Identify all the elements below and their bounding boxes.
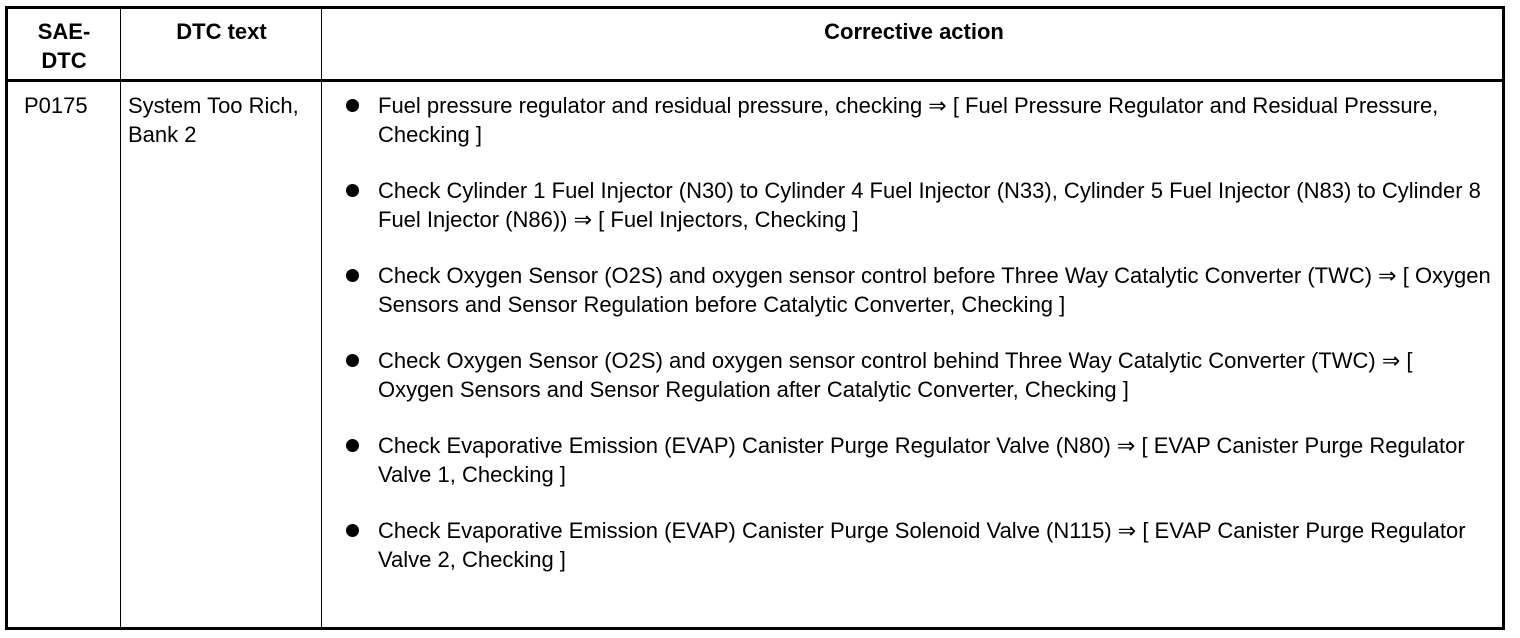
action-text: Fuel pressure regulator and residual pressure, checking ⇒ [ Fuel Pressure Regulator and Residual Pressure, Checking ] (378, 93, 1439, 147)
column-divider-2 (321, 9, 322, 627)
action-text: Check Cylinder 1 Fuel Injector (N30) to Cylinder 4 Fuel Injector (N33), Cylinder 5 Fuel Injector (N83) to Cylinder 8 Fuel Injector (N86)) ⇒ [ Fuel Injectors, Checking ] (378, 178, 1481, 232)
header-sae-dtc (8, 17, 120, 75)
action-item (343, 346, 1493, 404)
bullet-dot-icon (346, 184, 359, 197)
action-text: Check Oxygen Sensor (O2S) and oxygen sensor control before Three Way Catalytic Converter (TWC) ⇒ [ Oxygen Sensors and Sensor Regulation before Catalytic Converter, Checking ] (378, 263, 1491, 317)
action-text: Check Evaporative Emission (EVAP) Canister Purge Regulator Valve (N80) ⇒ [ EVAP Canister Purge Regulator Valve 1, Checking ] (378, 433, 1465, 487)
corrective-action-list (343, 91, 1493, 601)
action-item (343, 91, 1493, 149)
action-item (343, 431, 1493, 489)
action-text: Check Oxygen Sensor (O2S) and oxygen sensor control behind Three Way Catalytic Converter (TWC) ⇒ [ Oxygen Sensors and Sensor Regulation after Catalytic Converter, Checking ] (378, 348, 1413, 402)
cell-dtc-code: P0175 (24, 93, 88, 118)
cell-dtc-text: System Too Rich, Bank 2 (128, 93, 299, 147)
dtc-table (5, 6, 1505, 630)
action-text: Check Evaporative Emission (EVAP) Canister Purge Solenoid Valve (N115) ⇒ [ EVAP Canister Purge Regulator Valve 2, Checking ] (378, 518, 1466, 572)
header-sae-dtc-line2: DTC (41, 48, 87, 73)
action-item (343, 261, 1493, 319)
bullet-dot-icon (346, 354, 359, 367)
bullet-dot-icon (346, 269, 359, 282)
bullet-dot-icon (346, 99, 359, 112)
action-item (343, 176, 1493, 234)
bullet-dot-icon (346, 439, 359, 452)
header-corrective-action: Corrective action (824, 19, 1004, 44)
bullet-dot-icon (346, 524, 359, 537)
action-item (343, 516, 1493, 574)
column-divider-1 (120, 9, 121, 627)
header-dtc-text: DTC text (176, 19, 267, 44)
header-sae-dtc-line1: SAE- (37, 19, 91, 44)
